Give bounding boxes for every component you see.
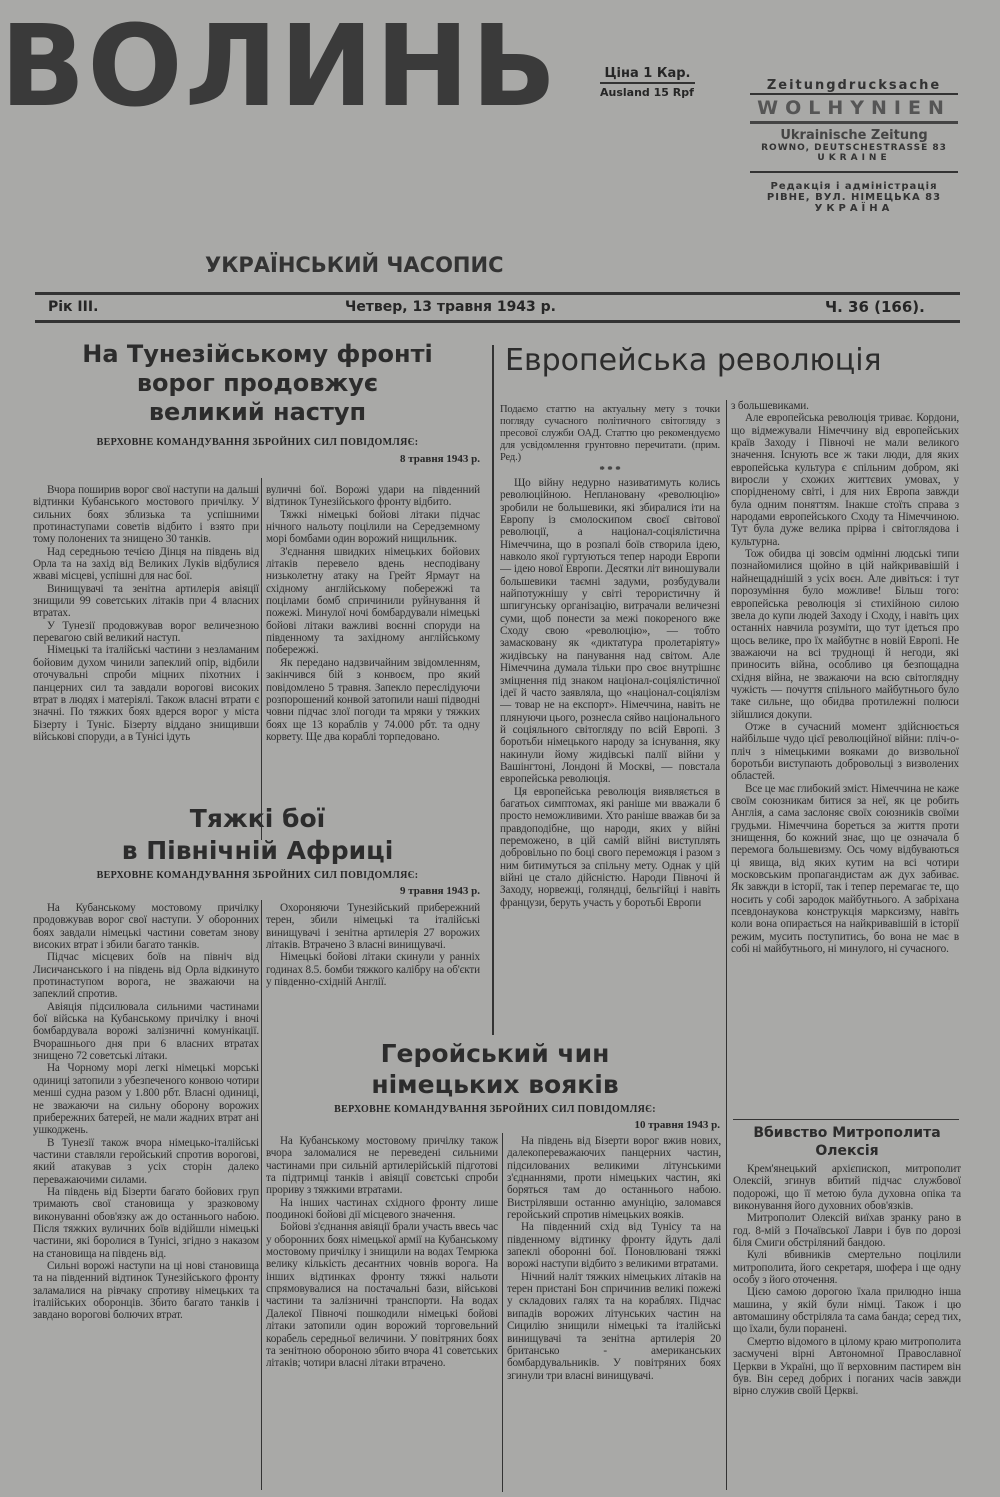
paragraph: Ця европейська революція виявляється в багатьох симптомах, які раніше ми вважали б просто неможливими. Хто раніше вважав би за правдоподібне, що народи, яких у війні переможено, в цій самій війні виступлять добровільно по боці свого переможця і разом з ним битимуться за спільну мету. Однак у цій війні це стало дійсністю. Народи Півночі й Заходу, норвежці, голяндці, бельгійці і навіть французи, беруть участь у боротьбі Европи xyxy=(500,785,720,909)
paragraph: Вчора поширив ворог свої наступи на дальші відтинки Кубанського мостового причілку. У сильних боях зблизька та успішними протинаступами советів відбито і взято при тому полонених та знищено 30 танків. xyxy=(33,484,259,546)
tunisia-col1 xyxy=(33,484,259,840)
masthead-subtitle: УКРАЇНСЬКИЙ ЧАСОПИС xyxy=(205,253,504,277)
imprint-line: РІВНЕ, ВУЛ. НІМЕЦЬКА 83 xyxy=(766,192,942,203)
paragraph: На Кубанському мостовому причілку продовжував ворог свої наступи. У оборонних боях завдали німецькі частини советам знову високих втрат і збили багато танків. xyxy=(33,902,259,952)
paragraph: Бойові з'єднання авіяції брали участь ввесь час у оборонних боях німецької армії на Кубанському мостовому причілку і знищили на водах Темрюка велику кількість десантних човнів ворога. На інших відтинках фронту тяжкі нальоти спрямовувалися на постачальні бази, військові частини та залізничні транспорти. На водах Далекої Півночі пошкодили німецькі бойові літаки затопили один ворожий торговельний корабель середньої величини. У повітряних боях та зенітною обороною збито вчора 41 советських літаків; чотири власні літаки втрачено. xyxy=(266,1221,498,1370)
paragraph: Тож обидва ці зовсім одмінні людські типи познайомилися щойно в цій найкривавішій і найнещаднішій з усіх воєн. Але дивіться: і тут порозуміння було можливе! Більш того: европейська революція зі стихійною силою звела до купи людей Заходу і Сходу, і навіть цих останніх навчила розуміти, що тут ідеться про щось велике, про їх майбутнє в новій Европі. Не зважаючи на всі труднощі й негоди, які приносить війна, особливо ця безпощадна східня війна, не зважаючи на всю світоглядну чужість — почуття спільного майбутнього було таке сильне, що обидва протилежні полюси зійшлися докупи. xyxy=(731,548,959,721)
europe-separator: * * * xyxy=(599,464,621,476)
heroic-col1 xyxy=(266,1135,498,1492)
paragraph: Авіяція підсилювала сильними частинами бої війська на Кубанському причілку і вночі бомбардувала ворожі залізничні комунікації. Вчорашнього дня при 6 власних втратах знищено 72 советські літаки. xyxy=(33,1000,259,1063)
paragraph: Підчас місцевих боїв на північ від Лисичанського і на південь від Орла відкинуто протинаступом ворога, не зважаючи на запеклий спротив. xyxy=(33,951,259,1001)
headline-line: ворог продовжує xyxy=(136,369,379,397)
heroic-date: 10 травня 1943 р. xyxy=(634,1119,720,1131)
paragraph: В Тунезії також вчора німецько-італійські частини ставляли геройський спротив ворогові, який атакував з усіх сторін далеко переважаючими силами. xyxy=(33,1136,259,1186)
paragraph: Кулі вбивників смертельно поцілили митрополита, його секретаря, шофера і ще одну особу з його оточення. xyxy=(733,1249,961,1287)
column-divider xyxy=(726,400,727,1490)
column-divider xyxy=(492,345,494,1035)
headline-line: Тяжкі бої xyxy=(189,804,326,833)
paragraph: На південний схід від Тунісу та на південному відтинку фронту йдуть далі запеклі оборонні бої. Поновлювані тяжкі ворожі наступи відбито з великими втратами. xyxy=(507,1221,721,1271)
heroic-subhead: ВЕРХОВНЕ КОМАНДУВАННЯ ЗБРОЙНИХ СИЛ ПОВІДОМЛЯЄ: xyxy=(334,1104,656,1115)
paragraph: Отже в сучасний момент здійснюється найбільше чудо цієї революційної війни: пліч-о-пліч з німецькими вояками до визвольної боротьби виступають добровольці з визволених областей. xyxy=(731,720,959,783)
tunisia-headline xyxy=(30,340,485,427)
paragraph: На Чорному морі легкі німецькі морські одиниці затопили з убезпеченого конвою чотири менші судна разом у 1.800 рбт. Власні одиниці, не зважаючи на сильну оборону ворожих прибережних батерей, не мали жадних втрат ані ушкоджень. xyxy=(33,1062,259,1137)
paragraph: На південь від Бізерти ворог вжив нових, далекопереважаючих панцерних частин, підсилованих великими літунськими з'єднаннями, проти німецьких частин, які боряться там до останнього набою. Вистрілявши останню амуніцію, заломався геройський спротив німецьких вояків. xyxy=(507,1135,721,1222)
paragraph: У Тунезії продовжував ворог величезною перевагою свій великий наступ. xyxy=(33,619,259,645)
paragraph: Як передано надзвичайним звідомленням, закінчився бій з конвоєм, про який повідомлено 5 травня. Запекло переслідуючи розпорошений конвой затопили наші підводні човни підчас злої погоди та мряки у тяжких боях ще 13 кораблів у 74.000 рбт. та одну корвету. Ще два кораблі торпедовано. xyxy=(266,656,480,743)
imprint-line: ROWNO, DEUTSCHESTRASSE 83 xyxy=(761,143,947,153)
paragraph: Смертю відомого в цілому краю митрополита засмучені вірні Автономної Православної Церкви в Україні, що її верховним пастирем він був. Він серед добрих і поганих часів завжди вірно служив своїй Церкві. xyxy=(733,1335,961,1398)
paragraph: Що війну недурно називатимуть колись революційною. Неплановану «революцію» зробили не большевики, які збиралися іти на Европу із смолоскипом своєї світової революції, а націонал-соціялістична Німеччина, що в розпалі боїв створила ідею, навколо якої гуртуються тепер народи Европи — ідею нової Европи. Десятки літ виношували большевики таємні задуми, розбудували найпотужнішу у світі терористичну й шпигунську організацію, витрачали величезні суми, щоб понести за межі покореного вже Сходу свою «революцію», — тобто замасковану як «диктатура пролетаріяту» жидівську на панування над світом. Але Німеччина думала тільки про своє внутрішнє зміцнення під знаком націонал-соціялістичної ідеї й часто заявляла, що «націонал-соціялізм — товар не на експорт». Німеччина, навіть не плянуючи цього, рознесла сяйво національного й соціяльного світогляду по всій Европі. З боротьби німецького народу за існування, яку накинули йому жидівські палії війни у Вашінгтоні, Лондоні й Москві, — повстала европейська революція. xyxy=(500,477,720,786)
issue-number: Ч. 36 (166). xyxy=(825,298,925,316)
imprint-line: WOLHYNIEN xyxy=(750,95,958,124)
imprint-line: UKRAINE xyxy=(750,153,958,173)
paragraph: З'єднання швидких німецьких бойових літаків перевело вдень несподівану низьколетну атаку на Грейт Ярмаут на східному англійському побережжі та поцілами бомб спричинили руйнування й пожежі. Минулої ночі бомбардували німецькі бойові літаки важливі воєнні споруди на південному та західному англійському побережжі. xyxy=(266,545,480,657)
africa-col1 xyxy=(33,902,259,1492)
headline-line: Геройський чин xyxy=(380,1039,610,1068)
imprint-line: Zeitungdrucksache xyxy=(750,78,958,95)
murder-col xyxy=(733,1163,961,1492)
masthead-title: ВОЛИНЬ xyxy=(0,2,559,132)
paragraph: Але европейська революція триває. Кордони, що відмежували Німеччину від европейських країв Заходу і Півночі не мали великого значення. Існують все ж таки люди, для яких европейська культура є спільним добром, які виросли у схожих життєвих умовах, у спорідненому світі, і для них Европа завжди була одним поняттям. Інакше стоїть справа з народами европейського Сходу та Німеччиною. Тут була дуже велика прірва і світоглядова і культурна. xyxy=(731,412,959,548)
imprint-line: Ukrainische Zeitung xyxy=(780,128,928,143)
africa-date: 9 травня 1943 р. xyxy=(399,885,480,897)
europe-col1 xyxy=(500,404,720,1034)
murder-headline xyxy=(731,1124,963,1160)
paragraph: Сильні ворожі наступи на ці нові становища та на південний відтинок Тунезійського фронту заламалися на рівчаку спротиву німецьких та італійських оборонців. Збито багато танків і завдано ворогові болючих втрат. xyxy=(33,1259,259,1322)
imprint-line: Редакція і адміністрація xyxy=(770,181,938,192)
price: Ціна 1 Кар. xyxy=(600,65,695,84)
paragraph: Цією самою дорогою їхала прилюдно інша машина, у якій були німці. Також і цю автомашину обстріляла та сама банда; серед тих, що їхали, були поранені. xyxy=(733,1286,961,1336)
headline-line: Вбивство Митрополита xyxy=(753,1125,941,1141)
year: Рік III. xyxy=(48,299,99,315)
headline-line: німецьких вояків xyxy=(371,1070,619,1099)
paragraph: Охороняючи Тунезійський прибережний терен, збили німецькі та італійські винищувачі і зенітна артилерія 27 ворожих літаків. Втрачено 3 власні винищувачі. xyxy=(266,902,480,952)
paragraph: На південь від Бізерти багато бойових груп тримають свої становища у зразковому виконуванні обов'язку аж до останнього набою. Після тяжких вуличних боїв відійшли німецькі частини, які боролися в Тунісі, згідно з наказом на становища на південь від. xyxy=(33,1185,259,1260)
tunisia-subhead: ВЕРХОВНЕ КОМАНДУВАННЯ ЗБРОЙНИХ СИЛ ПОВІДОМЛЯЄ: xyxy=(96,437,419,448)
paragraph: Винищувачі та зенітна артилерія авіяції знищили 99 советських літаків при 4 власних втратах. xyxy=(33,582,259,620)
rule xyxy=(733,1119,959,1120)
headline-line: в Північній Африці xyxy=(121,836,394,865)
heroic-col2 xyxy=(507,1135,721,1492)
paragraph: На Кубанському мостовому причілку також вчора заломалися не переведені сильними частинами при сильній артилерійській підготові та підтримці танків і авіяції совєтські спроби прориву з тяжкими втратами. xyxy=(266,1135,498,1197)
paragraph: Митрополит Олексій виїхав зранку рано в год. 8-мій з Почаївської Лаври і був по дорозі біля Смиги обстріляний бандою. xyxy=(733,1212,961,1250)
paragraph: Німецькі та італійські частини з незламаним бойовим духом чинили запеклий опір, відбили оточувальні спроби міцних піхотних і панцерних сил та завдали ворогові високих втрат в людях і матеріялі. Також власні втрати є значні. По тяжких боях вдерся ворог у міста Бізерту і Туніс. Бізерту віддано знищивши військові споруди, а в Тунісі ідуть xyxy=(33,644,259,743)
africa-col2 xyxy=(266,902,480,1036)
tunisia-date: 8 травня 1943 р. xyxy=(399,453,480,465)
imprint-line: УКРАЇНА xyxy=(814,203,894,214)
paragraph: з большевиками. xyxy=(731,400,809,412)
paragraph: Тяжкі німецькі бойові літаки підчас нічного нальоту поцілили на Середземному морі бомбами один ворожий нищильник. xyxy=(266,508,480,546)
issue-date: Четвер, 13 травня 1943 р. xyxy=(345,299,557,315)
column-divider xyxy=(502,1133,503,1492)
column-divider xyxy=(261,900,262,1490)
africa-headline xyxy=(30,803,485,867)
rule xyxy=(35,320,960,323)
paragraph: Все це має глибокий зміст. Німеччина не каже своїм союзникам битися за неї, як це робить Англія, а сама заслоняє своїх союзників своїми грудьми. Німеччина бореться за життя проти знищення, бо кожний знає, що це означала б перемога большевизму. Ось чому відбуваються ці явища, від яких кутим на всі чотири московським пропагандистам аж дух забиває. Як завжди в історії, так і тепер перемагає те, що носить у собі зародок майбутнього. А забріхана псевдонаукова конструкція марксизму, навіть коли вона опирається на найкривавішій в історії режим, мусить поступитись, бо вона не має в собі ні майбутнього, ні минулого, ні сучасного. xyxy=(731,782,959,956)
paragraph: вуличні бої. Ворожі удари на південний відтинок Тунезійського фронту відбито. xyxy=(266,484,480,509)
headline-line: великий наступ xyxy=(148,398,367,426)
headline-line: Олексія xyxy=(815,1143,879,1159)
tunisia-col2 xyxy=(266,484,480,840)
headline-line: На Тунезійському фронті xyxy=(82,340,433,368)
paragraph: Над середньою течією Дінця на південь від Орла та на захід від Великих Луків відбулися жваві місцеві, успішні для нас бої. xyxy=(33,545,259,583)
europe-headline: Европейська революція xyxy=(505,343,882,378)
price-abroad: Ausland 15 Rpf xyxy=(600,86,694,99)
paragraph: На інших частинах східного фронту лише поодинокі бойові дії місцевого значення. xyxy=(266,1196,498,1222)
heroic-headline xyxy=(265,1038,725,1100)
paragraph: Крем'янецький архієпископ, митрополит Олексій, згинув вбитий підчас службової подорожі, що її метою була духовна опіка та виконування його духовних обов'язків. xyxy=(733,1163,961,1213)
imprint-box xyxy=(750,78,958,214)
africa-subhead: ВЕРХОВНЕ КОМАНДУВАННЯ ЗБРОЙНИХ СИЛ ПОВІДОМЛЯЄ: xyxy=(96,870,419,881)
paragraph: Нічний наліт тяжких німецьких літаків на терен пристані Бон спричинив великі пожежі у складових галях та на кораблях. Підчас випадів ворожих літунських частин на Сицилію знищили німецькі та італійські винищувачі та зенітна артилерія 20 британсько - американських бомбардувальників. У повітряних боях згинули три власні винищувачі. xyxy=(507,1270,721,1382)
europe-intro: Подаємо статтю на актуальну мету з точки погляду сучасного політичного світогляду з пресової служби ОАД. Статтю цю рекомендуємо для усвідомлення грунтовно перечитати. (прим. Ред.) xyxy=(500,404,720,463)
paragraph: Німецькі бойові літаки скинули у ранніх годинах 8.5. бомби тяжкого калібру на об'єкти у південно-східній Англії. xyxy=(266,951,480,989)
rule xyxy=(35,292,960,295)
europe-col2 xyxy=(731,400,959,1116)
column-divider xyxy=(261,478,262,840)
